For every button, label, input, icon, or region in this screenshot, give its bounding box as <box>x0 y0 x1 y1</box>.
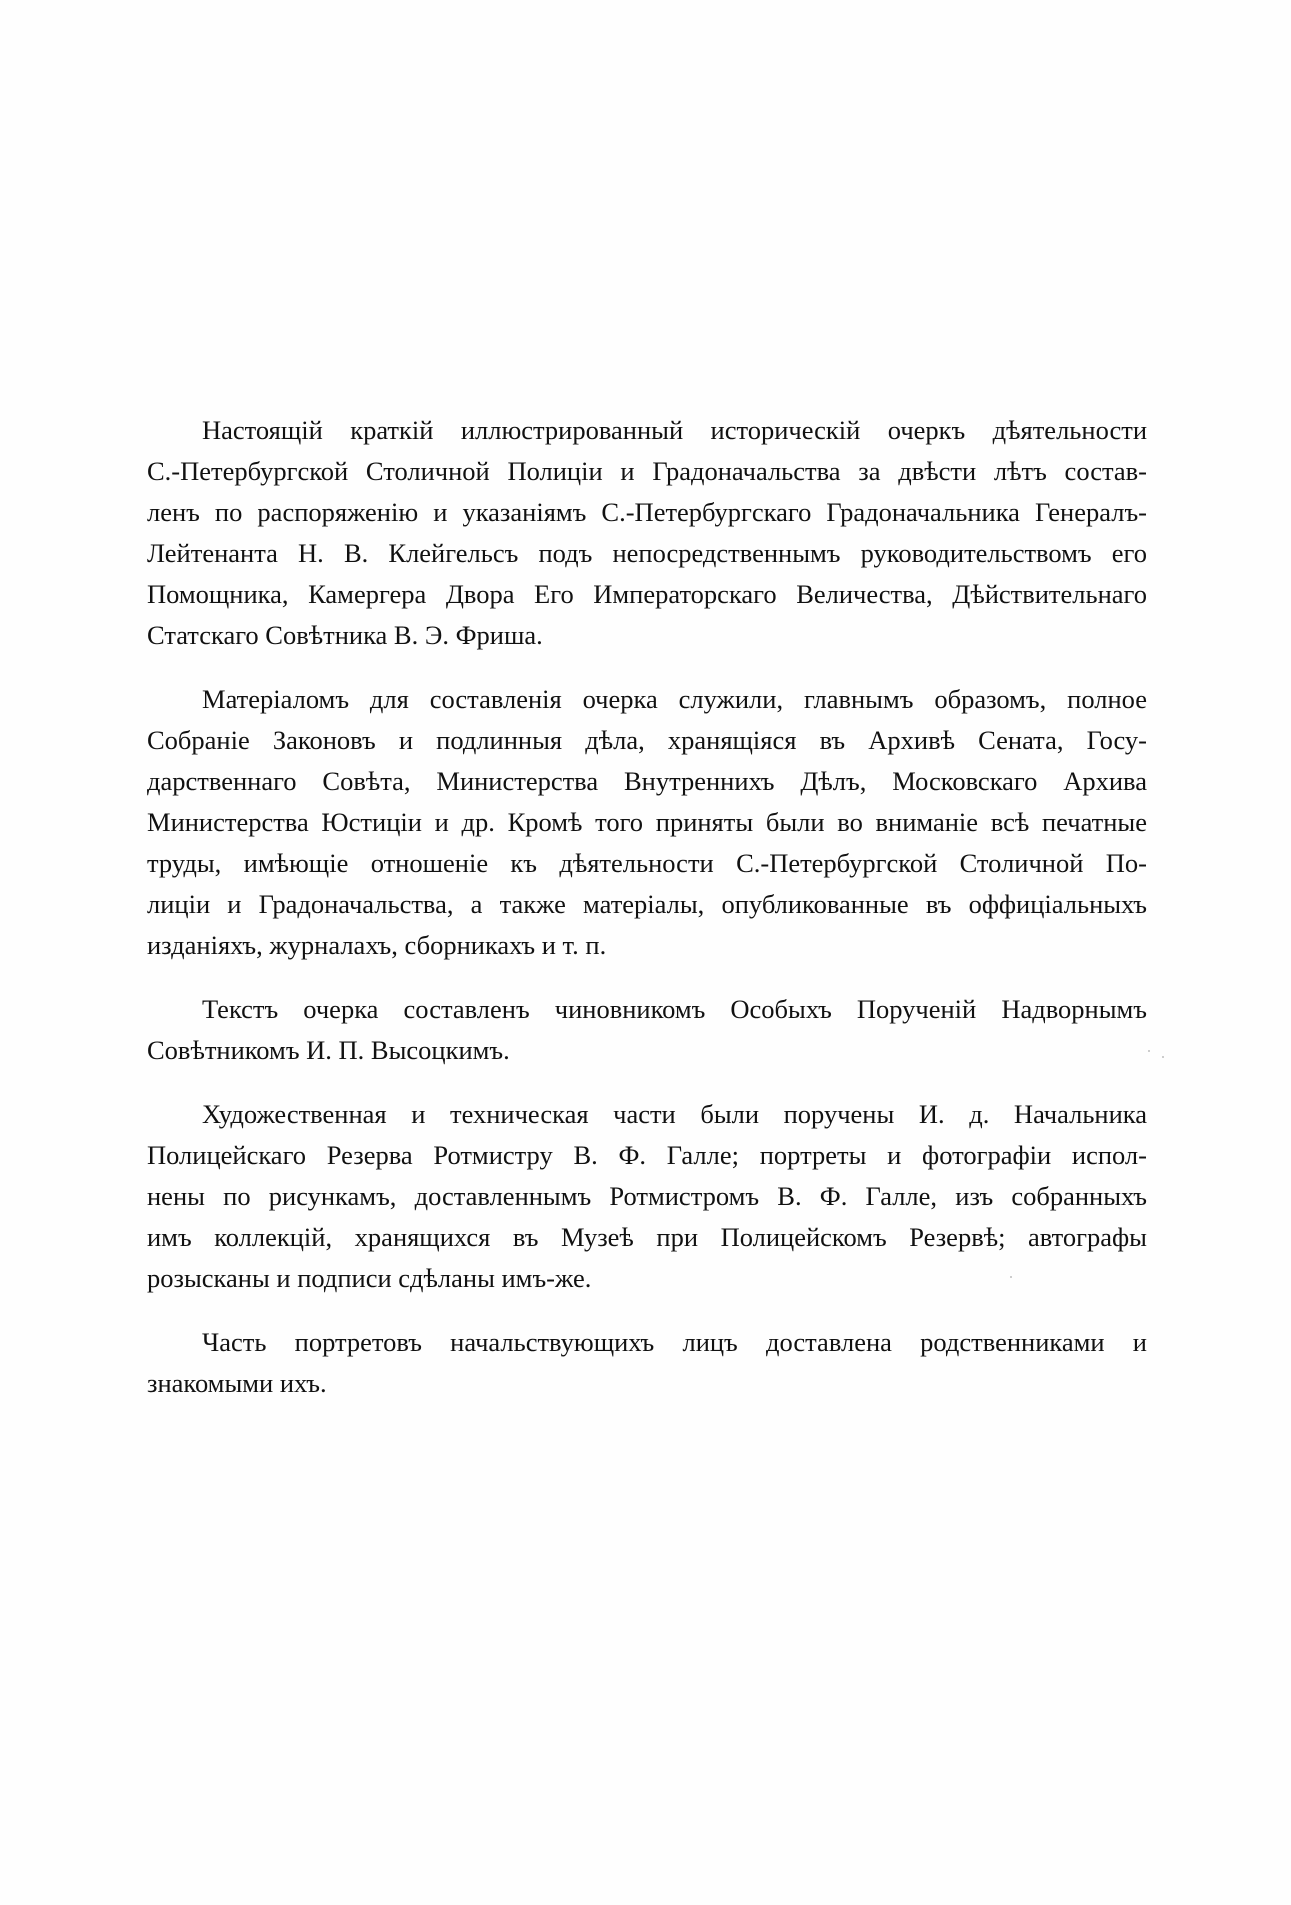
text-line: ленъ по распоряженію и указаніямъ С.-Петербургскаго Градоначальника Генералъ- <box>147 497 1147 527</box>
text-line: лиціи и Градоначальства, а также матеріалы, опубликованные въ оффиціальныхъ <box>147 889 1147 919</box>
text-line: Министерства Юстиціи и др. Кромѣ того приняты были во вниманіе всѣ печатные <box>147 807 1147 837</box>
text-line: имъ коллекцій, хранящихся въ Музеѣ при Полицейскомъ Резервѣ; автографы <box>147 1222 1147 1252</box>
paragraph-3 <box>147 989 1147 1071</box>
scan-speck <box>1148 1050 1150 1052</box>
text-line: Помощника, Камергера Двора Его Императорскаго Величества, Дѣйствительнаго <box>147 579 1147 609</box>
text-line: нены по рисункамъ, доставленнымъ Ротмистромъ В. Ф. Галле, изъ собранныхъ <box>147 1181 1147 1211</box>
text-line: Лейтенанта Н. В. Клейгельсъ подъ непосредственнымъ руководительствомъ его <box>147 538 1147 568</box>
text-line: С.-Петербургской Столичной Полиціи и Градоначальства за двѣсти лѣтъ состав- <box>147 456 1147 486</box>
preface-text <box>147 410 1147 1427</box>
text-line: знакомыми ихъ. <box>147 1368 327 1398</box>
text-line: Часть портретовъ начальствующихъ лицъ доставлена родственниками и <box>202 1327 1147 1357</box>
text-line: Статскаго Совѣтника В. Э. Фриша. <box>147 620 543 650</box>
text-line: Собраніе Законовъ и подлинныя дѣла, хранящіяся въ Архивѣ Сената, Госу- <box>147 725 1147 755</box>
text-line: Матеріаломъ для составленія очерка служили, главнымъ образомъ, полное <box>202 684 1147 714</box>
paragraph-2 <box>147 679 1147 966</box>
scan-speck <box>1010 1276 1012 1278</box>
text-line: изданіяхъ, журналахъ, сборникахъ и т. п. <box>147 930 607 960</box>
paragraph-1 <box>147 410 1147 656</box>
paragraph-4 <box>147 1094 1147 1299</box>
text-line: Совѣтникомъ И. П. Высоцкимъ. <box>147 1035 510 1065</box>
text-line: Полицейскаго Резерва Ротмистру В. Ф. Галле; портреты и фотографіи испол- <box>147 1140 1147 1170</box>
text-line: Текстъ очерка составленъ чиновникомъ Особыхъ Порученій Надворнымъ <box>202 994 1147 1024</box>
text-line: дарственнаго Совѣта, Министерства Внутреннихъ Дѣлъ, Московскаго Архива <box>147 766 1147 796</box>
text-line: Художественная и техническая части были поручены И. д. Начальника <box>202 1099 1147 1129</box>
paragraph-5 <box>147 1322 1147 1404</box>
text-line: розысканы и подписи сдѣланы имъ-же. <box>147 1263 592 1293</box>
scan-speck <box>1162 1056 1164 1058</box>
text-line: труды, имѣющіе отношеніе къ дѣятельности С.-Петербургской Столичной По- <box>147 848 1147 878</box>
text-line: Настоящій краткій иллюстрированный историческій очеркъ дѣятельности <box>202 415 1147 445</box>
